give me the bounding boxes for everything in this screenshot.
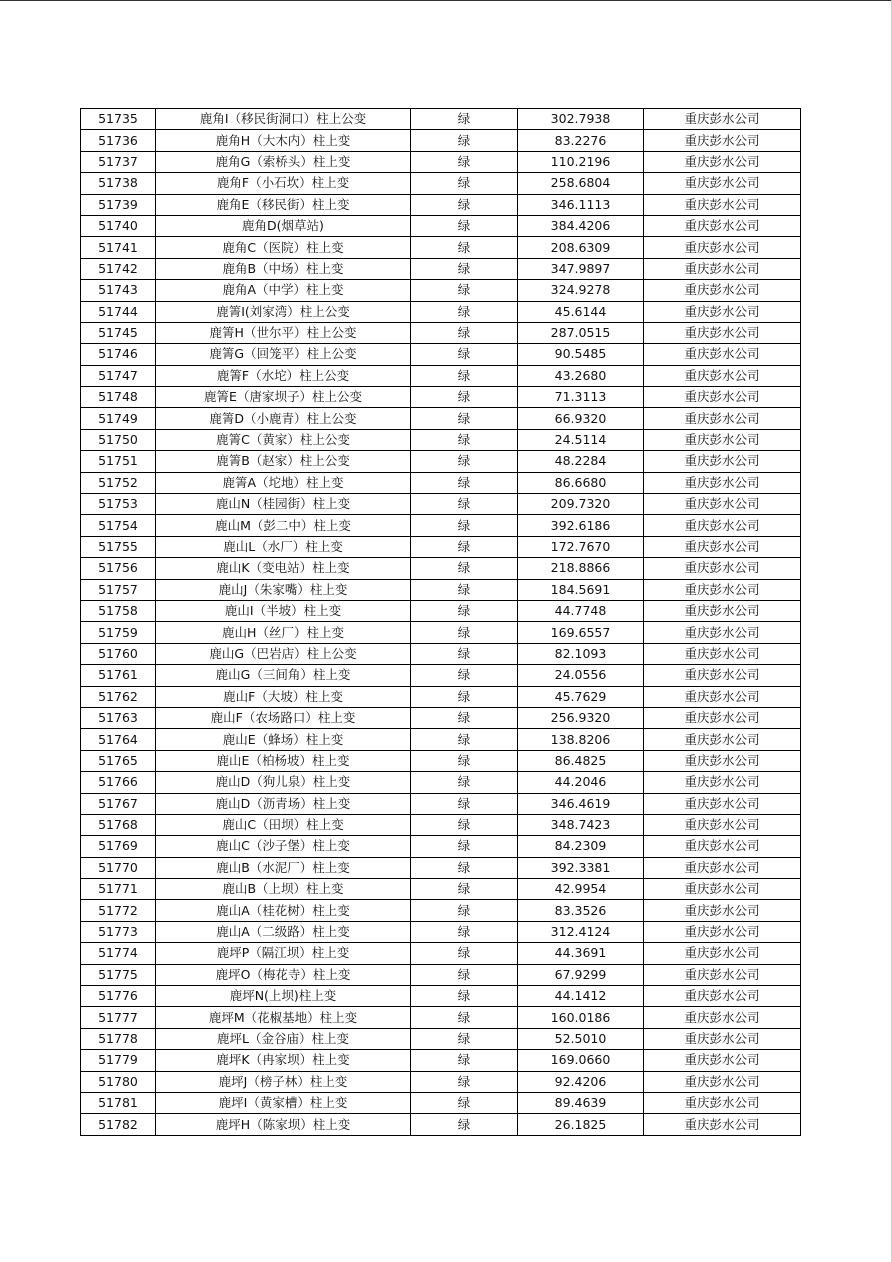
table-row <box>81 1071 801 1092</box>
cell-name: 鹿角G（索桥头）柱上变 <box>156 151 411 172</box>
table-row <box>81 365 801 386</box>
cell-color: 绿 <box>411 964 518 985</box>
table-row <box>81 986 801 1007</box>
cell-value: 312.4124 <box>518 921 644 942</box>
cell-name: 鹿角I（移民街洞口）柱上公变 <box>156 109 411 130</box>
cell-id: 51766 <box>81 772 156 793</box>
cell-id: 51746 <box>81 344 156 365</box>
cell-id: 51743 <box>81 280 156 301</box>
cell-name: 鹿箐H（世尔平）柱上公变 <box>156 322 411 343</box>
cell-name: 鹿山K（变电站）柱上变 <box>156 558 411 579</box>
cell-name: 鹿角C（医院）柱上变 <box>156 237 411 258</box>
cell-value: 346.4619 <box>518 793 644 814</box>
cell-company: 重庆彭水公司 <box>644 215 801 236</box>
cell-name: 鹿坪M（花椒基地）柱上变 <box>156 1007 411 1028</box>
cell-name: 鹿山L（水厂）柱上变 <box>156 536 411 557</box>
cell-value: 43.2680 <box>518 365 644 386</box>
cell-color: 绿 <box>411 900 518 921</box>
cell-company: 重庆彭水公司 <box>644 515 801 536</box>
cell-name: 鹿箐G（回笼平）柱上公变 <box>156 344 411 365</box>
cell-color: 绿 <box>411 729 518 750</box>
cell-id: 51773 <box>81 921 156 942</box>
cell-company: 重庆彭水公司 <box>644 986 801 1007</box>
cell-id: 51759 <box>81 622 156 643</box>
cell-color: 绿 <box>411 836 518 857</box>
cell-company: 重庆彭水公司 <box>644 472 801 493</box>
cell-name: 鹿坪I（黄家槽）柱上变 <box>156 1092 411 1113</box>
cell-company: 重庆彭水公司 <box>644 857 801 878</box>
table-row <box>81 451 801 472</box>
cell-color: 绿 <box>411 494 518 515</box>
cell-company: 重庆彭水公司 <box>644 772 801 793</box>
cell-color: 绿 <box>411 429 518 450</box>
cell-color: 绿 <box>411 1071 518 1092</box>
cell-value: 209.7320 <box>518 494 644 515</box>
table-row <box>81 686 801 707</box>
cell-color: 绿 <box>411 536 518 557</box>
table-row <box>81 109 801 130</box>
table-row <box>81 921 801 942</box>
table-row <box>81 600 801 621</box>
cell-value: 44.3691 <box>518 943 644 964</box>
table-row <box>81 215 801 236</box>
table-row <box>81 857 801 878</box>
cell-id: 51753 <box>81 494 156 515</box>
cell-name: 鹿山E（柏杨坡）柱上变 <box>156 750 411 771</box>
table-row <box>81 1007 801 1028</box>
cell-id: 51751 <box>81 451 156 472</box>
cell-value: 258.6804 <box>518 173 644 194</box>
cell-color: 绿 <box>411 1028 518 1049</box>
cell-id: 51756 <box>81 558 156 579</box>
cell-id: 51775 <box>81 964 156 985</box>
cell-value: 184.5691 <box>518 579 644 600</box>
cell-name: 鹿箐B（赵家）柱上公变 <box>156 451 411 472</box>
cell-value: 48.2284 <box>518 451 644 472</box>
cell-color: 绿 <box>411 1114 518 1135</box>
cell-id: 51755 <box>81 536 156 557</box>
cell-name: 鹿山M（彭二中）柱上变 <box>156 515 411 536</box>
cell-name: 鹿角H（大木内）柱上变 <box>156 130 411 151</box>
cell-name: 鹿山F（大坡）柱上变 <box>156 686 411 707</box>
cell-color: 绿 <box>411 943 518 964</box>
cell-value: 83.3526 <box>518 900 644 921</box>
cell-value: 26.1825 <box>518 1114 644 1135</box>
cell-value: 84.2309 <box>518 836 644 857</box>
cell-color: 绿 <box>411 772 518 793</box>
cell-id: 51735 <box>81 109 156 130</box>
table-row <box>81 772 801 793</box>
cell-name: 鹿角E（移民街）柱上变 <box>156 194 411 215</box>
table-row <box>81 536 801 557</box>
cell-id: 51760 <box>81 643 156 664</box>
cell-name: 鹿坪K（冉家坝）柱上变 <box>156 1050 411 1071</box>
cell-company: 重庆彭水公司 <box>644 258 801 279</box>
table-row <box>81 151 801 172</box>
cell-name: 鹿箐E（唐家坝子）柱上公变 <box>156 387 411 408</box>
cell-id: 51736 <box>81 130 156 151</box>
cell-company: 重庆彭水公司 <box>644 943 801 964</box>
table-row <box>81 836 801 857</box>
table-body <box>81 109 801 1136</box>
cell-company: 重庆彭水公司 <box>644 964 801 985</box>
cell-id: 51765 <box>81 750 156 771</box>
table-row <box>81 258 801 279</box>
table-row <box>81 472 801 493</box>
cell-id: 51749 <box>81 408 156 429</box>
cell-color: 绿 <box>411 814 518 835</box>
cell-id: 51777 <box>81 1007 156 1028</box>
cell-company: 重庆彭水公司 <box>644 130 801 151</box>
table-row <box>81 387 801 408</box>
cell-id: 51739 <box>81 194 156 215</box>
cell-value: 44.2046 <box>518 772 644 793</box>
cell-company: 重庆彭水公司 <box>644 558 801 579</box>
cell-color: 绿 <box>411 665 518 686</box>
cell-company: 重庆彭水公司 <box>644 322 801 343</box>
table-row <box>81 793 801 814</box>
cell-color: 绿 <box>411 280 518 301</box>
cell-id: 51770 <box>81 857 156 878</box>
cell-id: 51772 <box>81 900 156 921</box>
cell-company: 重庆彭水公司 <box>644 429 801 450</box>
cell-value: 172.7670 <box>518 536 644 557</box>
cell-color: 绿 <box>411 707 518 728</box>
cell-value: 24.5114 <box>518 429 644 450</box>
table-row <box>81 1114 801 1135</box>
cell-color: 绿 <box>411 921 518 942</box>
cell-id: 51774 <box>81 943 156 964</box>
table-row <box>81 879 801 900</box>
cell-name: 鹿山I（半坡）柱上变 <box>156 600 411 621</box>
cell-id: 51740 <box>81 215 156 236</box>
cell-color: 绿 <box>411 472 518 493</box>
cell-id: 51742 <box>81 258 156 279</box>
cell-value: 392.6186 <box>518 515 644 536</box>
cell-company: 重庆彭水公司 <box>644 1028 801 1049</box>
cell-value: 348.7423 <box>518 814 644 835</box>
cell-color: 绿 <box>411 322 518 343</box>
cell-company: 重庆彭水公司 <box>644 494 801 515</box>
cell-id: 51782 <box>81 1114 156 1135</box>
cell-color: 绿 <box>411 130 518 151</box>
cell-color: 绿 <box>411 365 518 386</box>
cell-value: 110.2196 <box>518 151 644 172</box>
cell-name: 鹿坪J（榜子林）柱上变 <box>156 1071 411 1092</box>
cell-name: 鹿角D(烟草站) <box>156 215 411 236</box>
cell-color: 绿 <box>411 793 518 814</box>
cell-id: 51738 <box>81 173 156 194</box>
table-row <box>81 729 801 750</box>
cell-value: 86.4825 <box>518 750 644 771</box>
cell-name: 鹿山E（蜂场）柱上变 <box>156 729 411 750</box>
cell-color: 绿 <box>411 643 518 664</box>
table-row <box>81 1050 801 1071</box>
cell-company: 重庆彭水公司 <box>644 387 801 408</box>
cell-color: 绿 <box>411 451 518 472</box>
cell-company: 重庆彭水公司 <box>644 280 801 301</box>
cell-company: 重庆彭水公司 <box>644 151 801 172</box>
cell-company: 重庆彭水公司 <box>644 750 801 771</box>
cell-value: 66.9320 <box>518 408 644 429</box>
table-row <box>81 964 801 985</box>
cell-value: 256.9320 <box>518 707 644 728</box>
cell-value: 160.0186 <box>518 1007 644 1028</box>
cell-id: 51769 <box>81 836 156 857</box>
cell-name: 鹿坪O（梅花寺）柱上变 <box>156 964 411 985</box>
cell-color: 绿 <box>411 387 518 408</box>
cell-value: 90.5485 <box>518 344 644 365</box>
cell-value: 346.1113 <box>518 194 644 215</box>
cell-value: 92.4206 <box>518 1071 644 1092</box>
table-row <box>81 408 801 429</box>
cell-value: 302.7938 <box>518 109 644 130</box>
cell-id: 51764 <box>81 729 156 750</box>
cell-value: 347.9897 <box>518 258 644 279</box>
cell-color: 绿 <box>411 151 518 172</box>
cell-id: 51752 <box>81 472 156 493</box>
cell-value: 218.8866 <box>518 558 644 579</box>
cell-value: 52.5010 <box>518 1028 644 1049</box>
table-row <box>81 494 801 515</box>
cell-id: 51771 <box>81 879 156 900</box>
cell-id: 51768 <box>81 814 156 835</box>
cell-name: 鹿坪P（隔江坝）柱上变 <box>156 943 411 964</box>
cell-value: 44.1412 <box>518 986 644 1007</box>
cell-value: 44.7748 <box>518 600 644 621</box>
table-row <box>81 900 801 921</box>
cell-id: 51754 <box>81 515 156 536</box>
cell-id: 51761 <box>81 665 156 686</box>
cell-color: 绿 <box>411 986 518 1007</box>
cell-id: 51762 <box>81 686 156 707</box>
cell-id: 51767 <box>81 793 156 814</box>
cell-id: 51757 <box>81 579 156 600</box>
cell-company: 重庆彭水公司 <box>644 793 801 814</box>
cell-name: 鹿山D（狗儿泉）柱上变 <box>156 772 411 793</box>
cell-company: 重庆彭水公司 <box>644 686 801 707</box>
cell-company: 重庆彭水公司 <box>644 622 801 643</box>
cell-color: 绿 <box>411 1050 518 1071</box>
table-row <box>81 750 801 771</box>
cell-value: 83.2276 <box>518 130 644 151</box>
cell-color: 绿 <box>411 344 518 365</box>
cell-id: 51781 <box>81 1092 156 1113</box>
cell-company: 重庆彭水公司 <box>644 707 801 728</box>
cell-value: 287.0515 <box>518 322 644 343</box>
cell-name: 鹿山B（水泥厂）柱上变 <box>156 857 411 878</box>
cell-color: 绿 <box>411 301 518 322</box>
cell-color: 绿 <box>411 857 518 878</box>
table-row <box>81 344 801 365</box>
cell-color: 绿 <box>411 237 518 258</box>
table-row <box>81 665 801 686</box>
cell-color: 绿 <box>411 686 518 707</box>
cell-company: 重庆彭水公司 <box>644 879 801 900</box>
cell-value: 86.6680 <box>518 472 644 493</box>
cell-color: 绿 <box>411 194 518 215</box>
cell-name: 鹿坪H（陈家坝）柱上变 <box>156 1114 411 1135</box>
cell-value: 392.3381 <box>518 857 644 878</box>
cell-id: 51758 <box>81 600 156 621</box>
cell-name: 鹿山D（沥青场）柱上变 <box>156 793 411 814</box>
cell-company: 重庆彭水公司 <box>644 729 801 750</box>
cell-company: 重庆彭水公司 <box>644 600 801 621</box>
cell-company: 重庆彭水公司 <box>644 1050 801 1071</box>
cell-name: 鹿箐D（小鹿青）柱上公变 <box>156 408 411 429</box>
cell-color: 绿 <box>411 173 518 194</box>
cell-value: 169.6557 <box>518 622 644 643</box>
cell-color: 绿 <box>411 215 518 236</box>
cell-company: 重庆彭水公司 <box>644 536 801 557</box>
cell-color: 绿 <box>411 258 518 279</box>
table-row <box>81 429 801 450</box>
cell-name: 鹿山H（丝厂）柱上变 <box>156 622 411 643</box>
cell-company: 重庆彭水公司 <box>644 365 801 386</box>
cell-name: 鹿箐I(刘家湾）柱上公变 <box>156 301 411 322</box>
table-row <box>81 194 801 215</box>
cell-id: 51741 <box>81 237 156 258</box>
cell-company: 重庆彭水公司 <box>644 194 801 215</box>
page-top-border <box>0 0 892 1</box>
cell-id: 51776 <box>81 986 156 1007</box>
cell-color: 绿 <box>411 879 518 900</box>
table-row <box>81 301 801 322</box>
cell-company: 重庆彭水公司 <box>644 301 801 322</box>
cell-value: 169.0660 <box>518 1050 644 1071</box>
table-row <box>81 707 801 728</box>
cell-id: 51744 <box>81 301 156 322</box>
cell-color: 绿 <box>411 622 518 643</box>
cell-company: 重庆彭水公司 <box>644 237 801 258</box>
cell-company: 重庆彭水公司 <box>644 579 801 600</box>
cell-value: 324.9278 <box>518 280 644 301</box>
cell-id: 51748 <box>81 387 156 408</box>
cell-name: 鹿箐C（黄家）柱上公变 <box>156 429 411 450</box>
table-row <box>81 1028 801 1049</box>
cell-name: 鹿山N（桂园街）柱上变 <box>156 494 411 515</box>
cell-color: 绿 <box>411 558 518 579</box>
cell-company: 重庆彭水公司 <box>644 109 801 130</box>
cell-color: 绿 <box>411 600 518 621</box>
cell-name: 鹿山G（三间角）柱上变 <box>156 665 411 686</box>
cell-id: 51750 <box>81 429 156 450</box>
table-row <box>81 943 801 964</box>
cell-name: 鹿角B（中场）柱上变 <box>156 258 411 279</box>
cell-company: 重庆彭水公司 <box>644 173 801 194</box>
table-row <box>81 643 801 664</box>
cell-value: 71.3113 <box>518 387 644 408</box>
cell-name: 鹿山A（二级路）柱上变 <box>156 921 411 942</box>
cell-color: 绿 <box>411 1092 518 1113</box>
cell-id: 51745 <box>81 322 156 343</box>
cell-company: 重庆彭水公司 <box>644 451 801 472</box>
cell-id: 51763 <box>81 707 156 728</box>
cell-value: 45.7629 <box>518 686 644 707</box>
cell-value: 42.9954 <box>518 879 644 900</box>
cell-company: 重庆彭水公司 <box>644 900 801 921</box>
table-row <box>81 814 801 835</box>
cell-id: 51780 <box>81 1071 156 1092</box>
cell-company: 重庆彭水公司 <box>644 643 801 664</box>
cell-color: 绿 <box>411 109 518 130</box>
cell-company: 重庆彭水公司 <box>644 665 801 686</box>
cell-name: 鹿坪L（金谷庙）柱上变 <box>156 1028 411 1049</box>
cell-value: 208.6309 <box>518 237 644 258</box>
cell-name: 鹿山B（上坝）柱上变 <box>156 879 411 900</box>
cell-name: 鹿山G（巴岩店）柱上公变 <box>156 643 411 664</box>
cell-value: 67.9299 <box>518 964 644 985</box>
cell-name: 鹿山J（朱家嘴）柱上变 <box>156 579 411 600</box>
table-row <box>81 322 801 343</box>
cell-company: 重庆彭水公司 <box>644 408 801 429</box>
table-row <box>81 558 801 579</box>
cell-name: 鹿坪N(上坝)柱上变 <box>156 986 411 1007</box>
cell-value: 384.4206 <box>518 215 644 236</box>
table-row <box>81 579 801 600</box>
cell-color: 绿 <box>411 408 518 429</box>
cell-company: 重庆彭水公司 <box>644 1007 801 1028</box>
cell-value: 45.6144 <box>518 301 644 322</box>
cell-value: 89.4639 <box>518 1092 644 1113</box>
cell-color: 绿 <box>411 579 518 600</box>
cell-color: 绿 <box>411 1007 518 1028</box>
cell-company: 重庆彭水公司 <box>644 814 801 835</box>
table-row <box>81 622 801 643</box>
table-row <box>81 173 801 194</box>
cell-color: 绿 <box>411 515 518 536</box>
cell-value: 138.8206 <box>518 729 644 750</box>
cell-name: 鹿山C（沙子堡）柱上变 <box>156 836 411 857</box>
cell-id: 51747 <box>81 365 156 386</box>
cell-company: 重庆彭水公司 <box>644 836 801 857</box>
table-row <box>81 1092 801 1113</box>
cell-id: 51778 <box>81 1028 156 1049</box>
cell-company: 重庆彭水公司 <box>644 1092 801 1113</box>
table-row <box>81 130 801 151</box>
cell-id: 51737 <box>81 151 156 172</box>
cell-name: 鹿山C（田坝）柱上变 <box>156 814 411 835</box>
cell-value: 82.1093 <box>518 643 644 664</box>
cell-company: 重庆彭水公司 <box>644 344 801 365</box>
cell-name: 鹿箐F（水坨）柱上公变 <box>156 365 411 386</box>
cell-name: 鹿山F（农场路口）柱上变 <box>156 707 411 728</box>
cell-company: 重庆彭水公司 <box>644 1114 801 1135</box>
data-table <box>80 108 801 1136</box>
table-row <box>81 237 801 258</box>
cell-name: 鹿角F（小石坎）柱上变 <box>156 173 411 194</box>
cell-name: 鹿箐A（坨地）柱上变 <box>156 472 411 493</box>
cell-company: 重庆彭水公司 <box>644 921 801 942</box>
cell-name: 鹿角A（中学）柱上变 <box>156 280 411 301</box>
cell-company: 重庆彭水公司 <box>644 1071 801 1092</box>
cell-color: 绿 <box>411 750 518 771</box>
cell-id: 51779 <box>81 1050 156 1071</box>
cell-value: 24.0556 <box>518 665 644 686</box>
cell-name: 鹿山A（桂花树）柱上变 <box>156 900 411 921</box>
table-row <box>81 515 801 536</box>
table-row <box>81 280 801 301</box>
